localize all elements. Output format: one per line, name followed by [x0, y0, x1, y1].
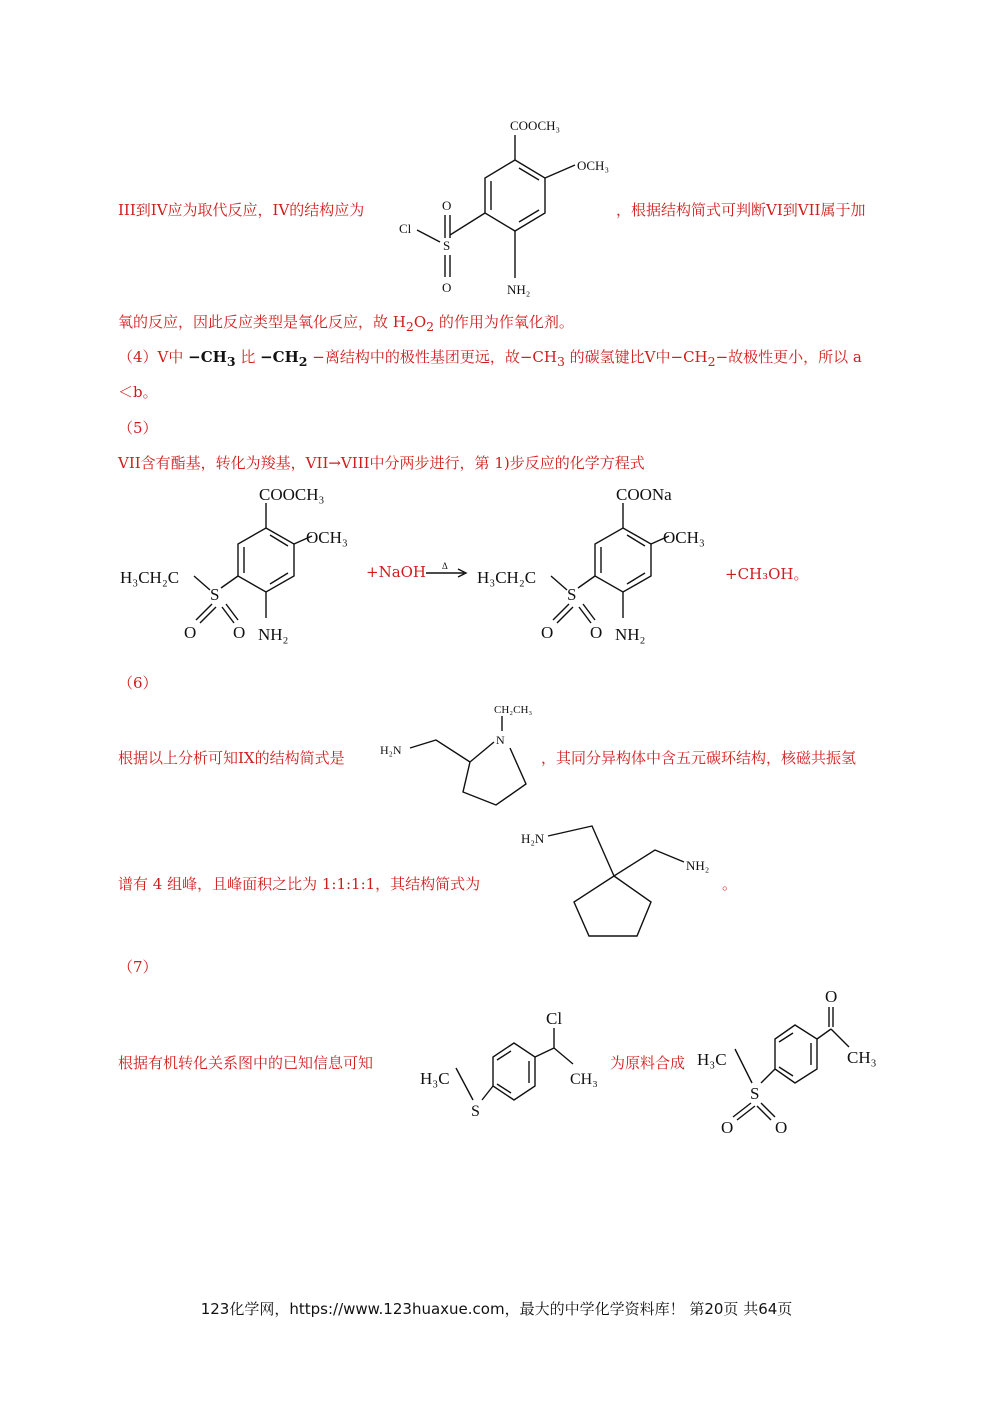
- reactant-structure: [116, 478, 366, 658]
- oxygen-label: O: [442, 280, 452, 295]
- ethyl-label: H₃CH₂C: [477, 568, 537, 587]
- q7-label: （7）: [118, 958, 158, 976]
- q4-line1: （4）V中 $-CH_3$ 比 $-CH_2$ −离结构中的极性基团更远，故$-CH_3$ 的碳氢键比V中$-CH_2-$故极性更小，所以 a: [118, 348, 862, 369]
- oxygen-label: O: [541, 623, 554, 642]
- starting-material-structure: [418, 1004, 608, 1129]
- q6-label: （6）: [118, 674, 158, 692]
- oxygen-label: O: [825, 987, 838, 1006]
- cooch3-label: COOCH₃: [259, 485, 325, 504]
- q6-line2-prefix: 谱有 4 组峰，且峰面积之比为 1:1:1:1，其结构简式为: [118, 875, 481, 893]
- q5-label: （5）: [118, 419, 158, 437]
- q4-line2: ＜b。: [118, 383, 158, 401]
- oxygen-label: O: [233, 623, 246, 642]
- arrow-condition: Δ: [442, 561, 448, 571]
- ethyl-label: H₃CH₂C: [120, 568, 180, 587]
- target-structure: [695, 985, 890, 1137]
- structure-iv: [395, 110, 610, 305]
- oxygen-label: O: [721, 1118, 734, 1137]
- cooch3-label: COOCH₃: [510, 118, 561, 133]
- line1-prefix: III到IV应为取代反应，IV的结构应为: [118, 201, 365, 219]
- och3-label: OCH₃: [663, 528, 705, 547]
- nh2-label: NH₂: [258, 625, 289, 644]
- sulfur-label: S: [443, 238, 451, 253]
- oxygen-label: O: [442, 198, 452, 213]
- sulfur-label: S: [471, 1103, 480, 1120]
- nitrogen-label: N: [496, 733, 505, 747]
- oxygen-label: O: [184, 623, 197, 642]
- methyl-label: CH₃: [570, 1071, 598, 1088]
- structure-ix: [378, 698, 543, 810]
- amine-label: H₂N: [380, 743, 402, 757]
- page-footer: 123化学网，https://www.123huaxue.com，最大的中学化学资料库！ 第20页 共64页: [200, 1300, 793, 1318]
- reaction-arrow: [424, 560, 470, 582]
- q7-line-suffix: 为原料合成: [610, 1054, 686, 1072]
- methyl-label: H₃C: [697, 1050, 727, 1069]
- q6-line1-prefix: 根据以上分析可知IX的结构简式是: [118, 749, 345, 767]
- oxygen-label: O: [775, 1118, 788, 1137]
- q6-line1-suffix: ，其同分异构体中含五元碳环结构，核磁共振氢: [541, 749, 857, 767]
- line1-suffix: ，根据结构简式可判断VI到VII属于加: [616, 201, 866, 219]
- amine-label: NH₂: [686, 858, 710, 873]
- eq-naoh: +NaOH: [366, 563, 427, 581]
- sulfur-label: S: [567, 585, 577, 604]
- line2: 氧的反应，因此反应类型是氧化反应，故 $H_2O_2$ 的作用为作氧化剂。: [118, 313, 574, 334]
- q6-line2-suffix: 。: [722, 875, 738, 893]
- methyl-label: CH₃: [847, 1048, 877, 1067]
- sulfur-label: S: [210, 585, 220, 604]
- chlorine-label: Cl: [546, 1009, 563, 1028]
- nh2-label: NH₂: [507, 282, 531, 297]
- sulfur-label: S: [750, 1084, 760, 1103]
- och3-label: OCH₃: [306, 528, 348, 547]
- nh2-label: NH₂: [615, 625, 646, 644]
- methyl-label: H₃C: [420, 1069, 450, 1088]
- isomer-structure: [518, 818, 728, 946]
- oxygen-label: O: [590, 623, 603, 642]
- coona-label: COONa: [616, 485, 672, 504]
- ethyl-label: CH₂CH₃: [494, 704, 533, 716]
- och3-label: OCH₃: [577, 158, 609, 173]
- product-structure: [473, 478, 723, 658]
- q7-line-prefix: 根据有机转化关系图中的已知信息可知: [118, 1054, 374, 1072]
- chlorine-label: Cl: [399, 221, 412, 236]
- q5-text: VII含有酯基，转化为羧基，VII→VIII中分两步进行，第 1)步反应的化学方程式: [118, 454, 645, 472]
- eq-ch3oh: +CH₃OH。: [725, 565, 809, 583]
- amine-label: H₂N: [521, 831, 545, 846]
